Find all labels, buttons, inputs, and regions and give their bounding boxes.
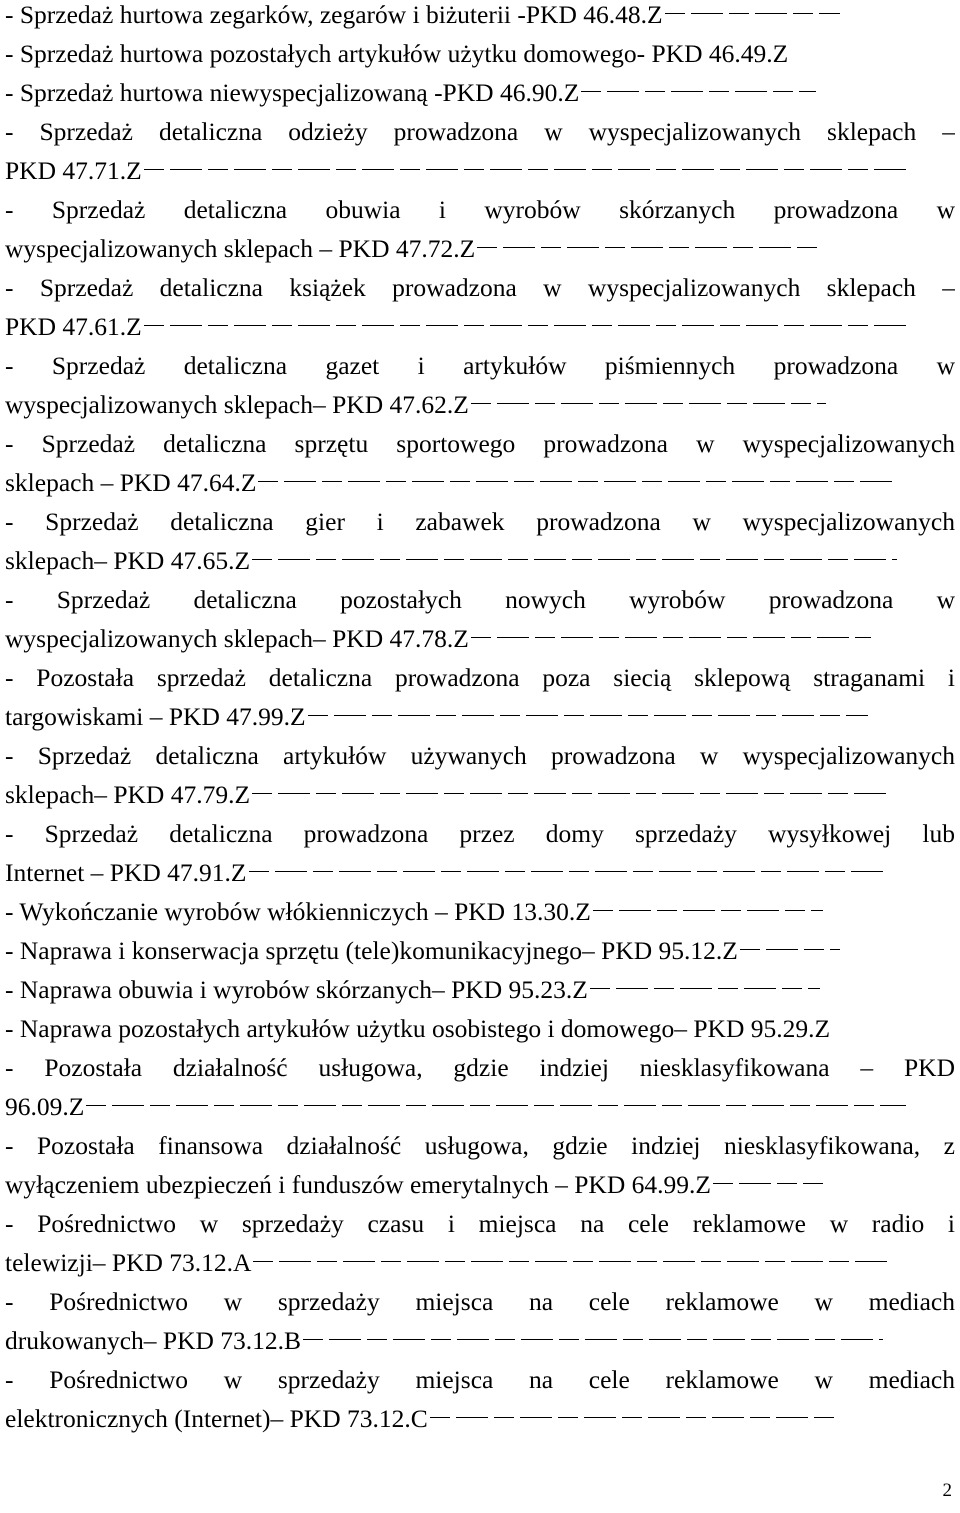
entry-line: - Pozostała finansowa działalność usługowa, gdzie indziej niesklasyfikowana, z xyxy=(5,1131,955,1160)
entry-text: - Sprzedaż hurtowa niewyspecjalizowaną -PKD 46.90.Z xyxy=(5,78,580,107)
list-item xyxy=(5,931,955,970)
list-item xyxy=(5,1282,955,1360)
list-item xyxy=(5,970,955,1009)
dash-leader xyxy=(471,403,826,404)
list-item xyxy=(5,580,955,658)
entry-text: wyspecjalizowanych sklepach– PKD 47.78.Z xyxy=(5,624,469,653)
entry-line xyxy=(5,892,955,931)
entry-text: wyspecjalizowanych sklepach– PKD 47.62.Z xyxy=(5,390,469,419)
dash-leader xyxy=(144,325,909,326)
entry-line: - Pozostała działalność usługowa, gdzie indziej niesklasyfikowana – PKD xyxy=(5,1053,955,1082)
entry-line xyxy=(5,970,955,1009)
entry-line xyxy=(5,73,955,112)
entry-line xyxy=(5,229,955,268)
entry-line: - Pozostała sprzedaż detaliczna prowadzona poza siecią sklepową straganami i xyxy=(5,663,955,692)
entry-line: - Sprzedaż detaliczna pozostałych nowych wyrobów prowadzona w xyxy=(5,585,955,614)
list-item xyxy=(5,814,955,892)
list-item xyxy=(5,346,955,424)
entry-line xyxy=(5,1087,955,1126)
entry-line xyxy=(5,1321,955,1360)
entry-text: - Naprawa pozostałych artykułów użytku osobistego i domowego– PKD 95.29.Z xyxy=(5,1014,831,1043)
list-item xyxy=(5,1048,955,1126)
entry-line: - Sprzedaż detaliczna książek prowadzona w wyspecjalizowanych sklepach – xyxy=(5,273,955,302)
entry-line xyxy=(5,385,955,424)
dash-leader xyxy=(590,988,820,989)
entry-text: wyłączeniem ubezpieczeń i funduszów emerytalnych – PKD 64.99.Z xyxy=(5,1170,711,1199)
entry-text: sklepach – PKD 47.64.Z xyxy=(5,468,257,497)
page-number: 2 xyxy=(942,1480,952,1501)
entry-text: sklepach– PKD 47.79.Z xyxy=(5,780,251,809)
entry-text: - Sprzedaż hurtowa pozostałych artykułów użytku domowego- PKD 46.49.Z xyxy=(5,39,789,68)
list-item xyxy=(5,190,955,268)
entry-text: sklepach– PKD 47.65.Z xyxy=(5,546,251,575)
entry-line xyxy=(5,0,955,34)
entry-line xyxy=(5,697,955,736)
list-item xyxy=(5,736,955,814)
entry-line xyxy=(5,1009,955,1048)
entry-text: elektronicznych (Internet)– PKD 73.12.C xyxy=(5,1404,428,1433)
entry-text: PKD 47.61.Z xyxy=(5,312,142,341)
entry-text: 96.09.Z xyxy=(5,1092,85,1121)
list-item xyxy=(5,424,955,502)
list-item xyxy=(5,502,955,580)
entry-line xyxy=(5,931,955,970)
dash-leader xyxy=(249,871,889,872)
list-item xyxy=(5,892,955,931)
entry-line: - Pośrednictwo w sprzedaży miejsca na cele reklamowe w mediach xyxy=(5,1365,955,1394)
entry-text: PKD 47.71.Z xyxy=(5,156,142,185)
list-item xyxy=(5,1126,955,1204)
dash-leader xyxy=(303,1339,883,1340)
list-item xyxy=(5,1360,955,1438)
entry-line xyxy=(5,34,955,73)
entry-line xyxy=(5,307,955,346)
dash-leader xyxy=(471,637,871,638)
entry-text: drukowanych– PKD 73.12.B xyxy=(5,1326,302,1355)
entry-text: Internet – PKD 47.91.Z xyxy=(5,858,247,887)
list-item xyxy=(5,1204,955,1282)
entry-text: targowiskami – PKD 47.99.Z xyxy=(5,702,306,731)
dash-leader xyxy=(253,1261,893,1262)
entry-line xyxy=(5,1243,955,1282)
entry-line xyxy=(5,775,955,814)
dash-leader xyxy=(593,910,823,911)
entry-text: - Naprawa i konserwacja sprzętu (tele)komunikacyjnego– PKD 95.12.Z xyxy=(5,936,738,965)
entry-line xyxy=(5,463,955,502)
entry-line: - Sprzedaż detaliczna artykułów używanych prowadzona w wyspecjalizowanych xyxy=(5,741,955,770)
entry-line: - Pośrednictwo w sprzedaży miejsca na cele reklamowe w mediach xyxy=(5,1287,955,1316)
entry-line: - Sprzedaż detaliczna gier i zabawek prowadzona w wyspecjalizowanych xyxy=(5,507,955,536)
entry-line: - Sprzedaż detaliczna obuwia i wyrobów skórzanych prowadzona w xyxy=(5,195,955,224)
list-item xyxy=(5,34,955,73)
entry-line xyxy=(5,619,955,658)
entry-line: - Sprzedaż detaliczna gazet i artykułów piśmiennych prowadzona w xyxy=(5,351,955,380)
dash-leader xyxy=(740,949,840,950)
entry-line: - Sprzedaż detaliczna odzieży prowadzona w wyspecjalizowanych sklepach – xyxy=(5,117,955,146)
dash-leader xyxy=(713,1183,823,1184)
dash-leader xyxy=(252,559,897,560)
entry-line xyxy=(5,1399,955,1438)
entry-line xyxy=(5,1165,955,1204)
dash-leader xyxy=(477,247,822,248)
entry-text: - Naprawa obuwia i wyrobów skórzanych– PKD 95.23.Z xyxy=(5,975,588,1004)
entry-line: - Pośrednictwo w sprzedaży czasu i miejsca na cele reklamowe w radio i xyxy=(5,1209,955,1238)
entry-text: wyspecjalizowanych sklepach – PKD 47.72.Z xyxy=(5,234,476,263)
dash-leader xyxy=(665,13,840,14)
list-item xyxy=(5,1009,955,1048)
dash-leader xyxy=(86,1105,906,1106)
list-item xyxy=(5,268,955,346)
list-item xyxy=(5,0,955,34)
entry-line xyxy=(5,151,955,190)
dash-leader xyxy=(258,481,893,482)
entry-line xyxy=(5,541,955,580)
entry-text: - Sprzedaż hurtowa zegarków, zegarów i biżuterii -PKD 46.48.Z xyxy=(5,0,663,29)
dash-leader xyxy=(144,169,909,170)
list-item xyxy=(5,73,955,112)
entry-text: telewizji– PKD 73.12.A xyxy=(5,1248,252,1277)
list-item xyxy=(5,112,955,190)
dash-leader xyxy=(308,715,868,716)
dash-leader xyxy=(430,1417,835,1418)
entry-text: - Wykończanie wyrobów włókienniczych – PKD 13.30.Z xyxy=(5,897,591,926)
dash-leader xyxy=(581,91,816,92)
list-item xyxy=(5,658,955,736)
entry-line: - Sprzedaż detaliczna prowadzona przez domy sprzedaży wysyłkowej lub xyxy=(5,819,955,848)
entry-line xyxy=(5,853,955,892)
dash-leader xyxy=(252,793,892,794)
entry-line: - Sprzedaż detaliczna sprzętu sportowego prowadzona w wyspecjalizowanych xyxy=(5,429,955,458)
